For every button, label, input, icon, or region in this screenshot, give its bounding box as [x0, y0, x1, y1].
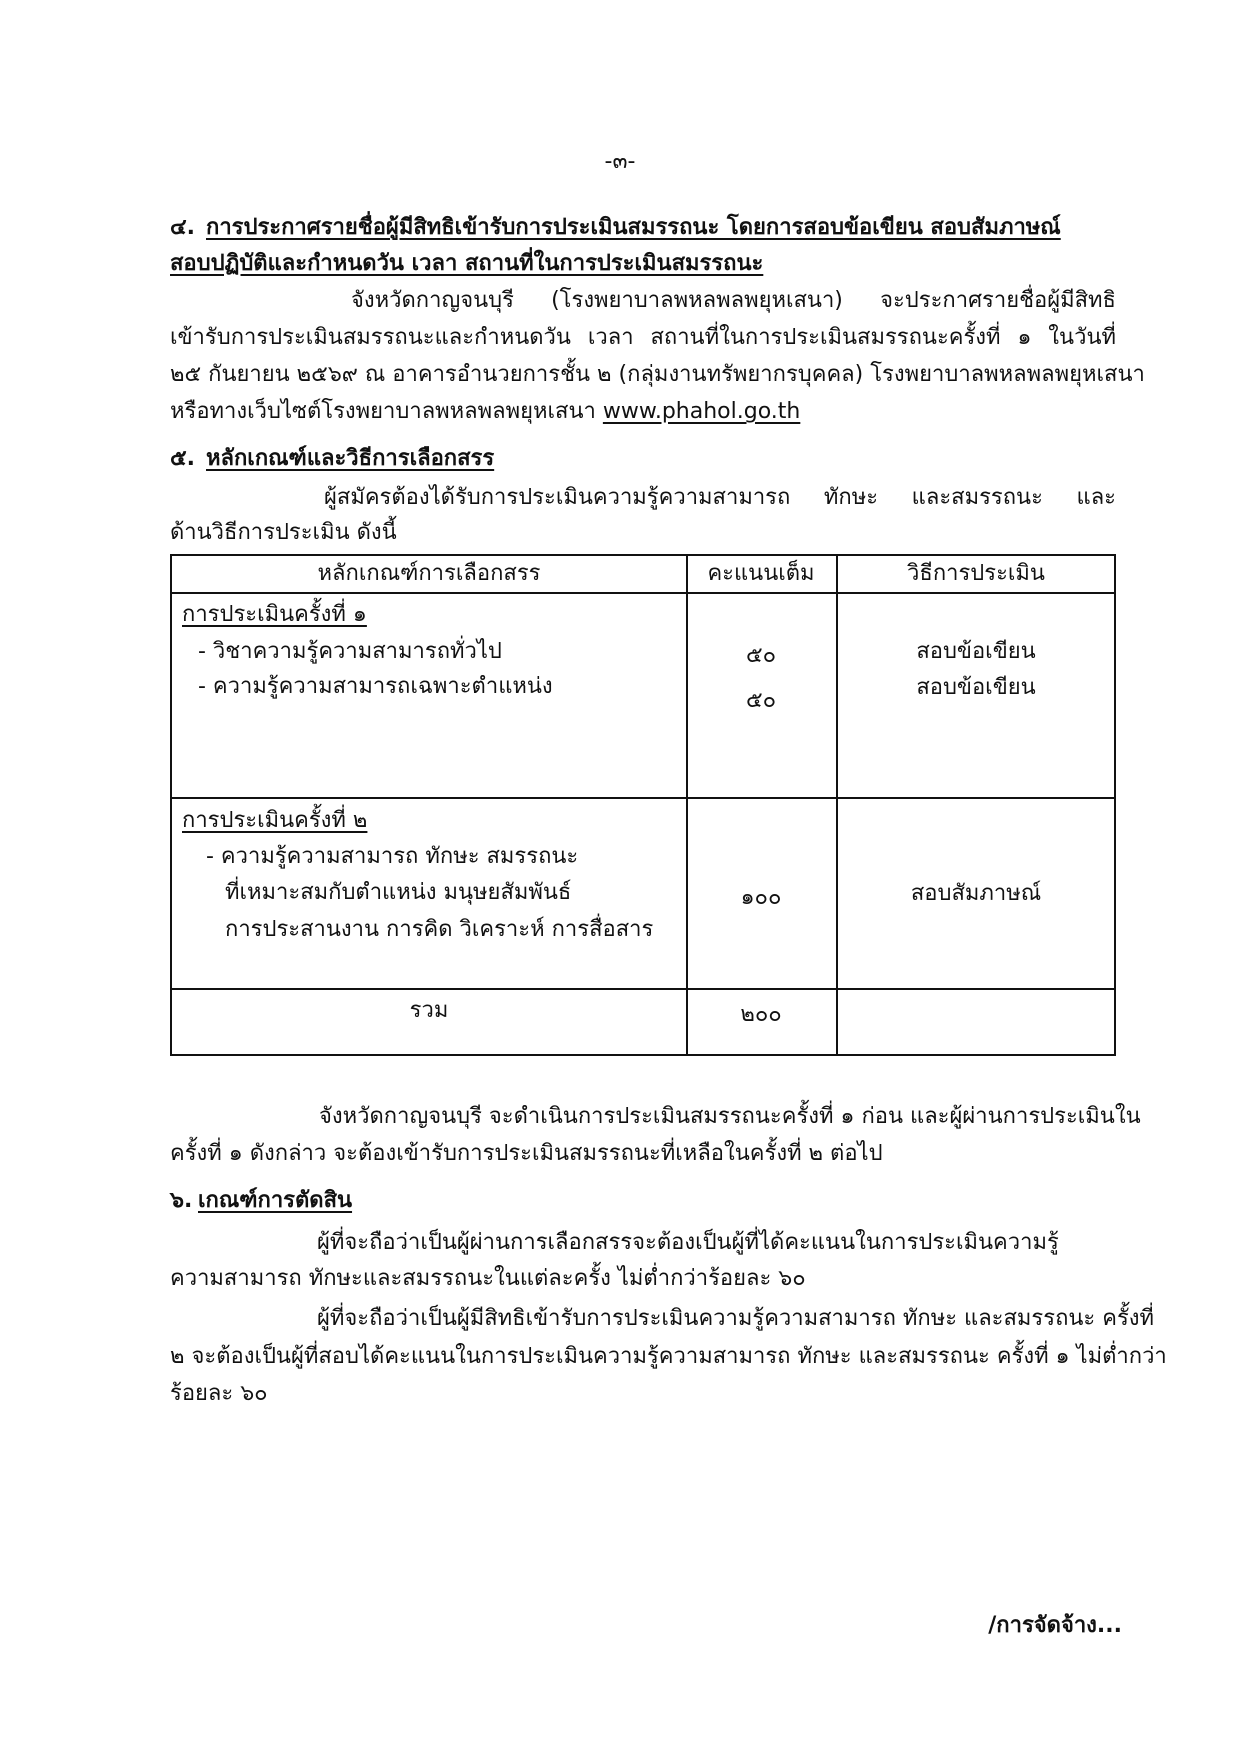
- section6-p2-line3: ร้อยละ ๖๐: [170, 1381, 268, 1406]
- page-number: -๓-: [604, 149, 636, 174]
- after-table-line2: ครั้งที่ ๑ ดังกล่าว จะต้องเข้ารับการประเมินสมรรถนะที่เหลือในครั้งที่ ๒ ต่อไป: [170, 1141, 883, 1166]
- section6-heading: เกณฑ์การตัดสิน: [198, 1188, 353, 1213]
- website-link[interactable]: www.phahol.go.th: [602, 399, 801, 424]
- section4-heading-line2: สอบปฏิบัติและกำหนดวัน เวลา สถานที่ในการประเมินสมรรถนะ: [170, 251, 764, 276]
- header-method: วิธีการประเมิน: [907, 561, 1045, 586]
- round1-item2-score: ๕๐: [745, 688, 777, 713]
- header-criteria: หลักเกณฑ์การเลือกสรร: [317, 561, 541, 586]
- section6-p1-line1: ผู้ที่จะถือว่าเป็นผู้ผ่านการเลือกสรรจะต้องเป็นผู้ที่ได้คะแนนในการประเมินความรู้: [317, 1230, 1059, 1255]
- section6-p2-line1: ผู้ที่จะถือว่าเป็นผู้มีสิทธิเข้ารับการประเมินความรู้ความสามารถ ทักษะ และสมรรถนะ ครั้งที่: [317, 1306, 1155, 1331]
- round2-item-line3: การประสานงาน การคิด วิเคราะห์ การสื่อสาร: [225, 917, 654, 942]
- round1-item1-score: ๕๐: [745, 643, 777, 668]
- round2-item-line1: - ความรู้ความสามารถ ทักษะ สมรรถนะ: [206, 844, 579, 869]
- header-full-score: คะแนนเต็ม: [707, 561, 815, 586]
- section4-para-line2: เข้ารับการประเมินสมรรถนะและกำหนดวัน เวลา สถานที่ในการประเมินสมรรถนะครั้งที่ ๑ ในวันที่: [170, 325, 1116, 350]
- after-table-line1: จังหวัดกาญจนบุรี จะดำเนินการประเมินสมรรถนะครั้งที่ ๑ ก่อน และผู้ผ่านการประเมินใน: [319, 1104, 1141, 1129]
- section5-heading: หลักเกณฑ์และวิธีการเลือกสรร: [206, 446, 495, 471]
- section6-p2-line2: ๒ จะต้องเป็นผู้ที่สอบได้คะแนนในการประเมินความรู้ความสามารถ ทักษะ และสมรรถนะ ครั้งที่ ๑ ไม่ต่ำกว่า: [170, 1344, 1167, 1369]
- section4-para-line4: [170, 394, 800, 430]
- section5-para-line2: ด้านวิธีการประเมิน ดังนี้: [170, 520, 397, 545]
- table-total-rule: [172, 988, 1114, 990]
- section6-p1-line2: ความสามารถ ทักษะและสมรรถนะในแต่ละครั้ง ไม่ต่ำกว่าร้อยละ ๖๐: [170, 1266, 806, 1291]
- section4-para-line4-text: หรือทางเว็บไซต์โรงพยาบาลพหลพลพยุหเสนา: [170, 399, 603, 424]
- table-round-rule: [172, 797, 1114, 799]
- section5-number: ๕.: [170, 446, 196, 471]
- round2-title: การประเมินครั้งที่ ๒: [182, 808, 368, 833]
- round2-item-line2: ที่เหมาะสมกับตำแหน่ง มนุษยสัมพันธ์: [225, 880, 572, 905]
- table-divider-1: [686, 556, 688, 1054]
- round1-item2-label: - ความรู้ความสามารถเฉพาะตำแหน่ง: [198, 674, 553, 699]
- round2-method: สอบสัมภาษณ์: [910, 881, 1042, 906]
- round2-score: ๑๐๐: [740, 885, 782, 910]
- round1-item1-label: - วิชาความรู้ความสามารถทั่วไป: [198, 639, 502, 664]
- round1-title: การประเมินครั้งที่ ๑: [182, 602, 367, 627]
- section4-para-line1: จังหวัดกาญจนบุรี (โรงพยาบาลพหลพลพยุหเสนา) จะประกาศรายชื่อผู้มีสิทธิ: [351, 288, 1116, 313]
- round1-item1-method: สอบข้อเขียน: [916, 639, 1036, 664]
- section4-number: ๔.: [170, 215, 196, 240]
- total-label: รวม: [409, 998, 449, 1023]
- section6-number: ๖.: [170, 1188, 193, 1213]
- section4-heading-line1: การประกาศรายชื่อผู้มีสิทธิเข้ารับการประเมินสมรรถนะ โดยการสอบข้อเขียน สอบสัมภาษณ์: [206, 215, 1061, 240]
- selection-criteria-table: [170, 554, 1116, 1056]
- table-header-rule: [172, 592, 1114, 594]
- section5-para-line1: ผู้สมัครต้องได้รับการประเมินความรู้ความสามารถ ทักษะ และสมรรถนะ และ: [324, 485, 1116, 510]
- round1-item2-method: สอบข้อเขียน: [916, 675, 1036, 700]
- total-score: ๒๐๐: [740, 1002, 782, 1027]
- continuation-note: /การจัดจ้าง...: [988, 1613, 1122, 1638]
- section4-para-line3: ๒๕ กันยายน ๒๕๖๙ ณ อาคารอำนวยการชั้น ๒ (กลุ่มงานทรัพยากรบุคคล) โรงพยาบาลพหลพลพยุหเสนา: [170, 362, 1145, 387]
- table-divider-2: [836, 556, 838, 1054]
